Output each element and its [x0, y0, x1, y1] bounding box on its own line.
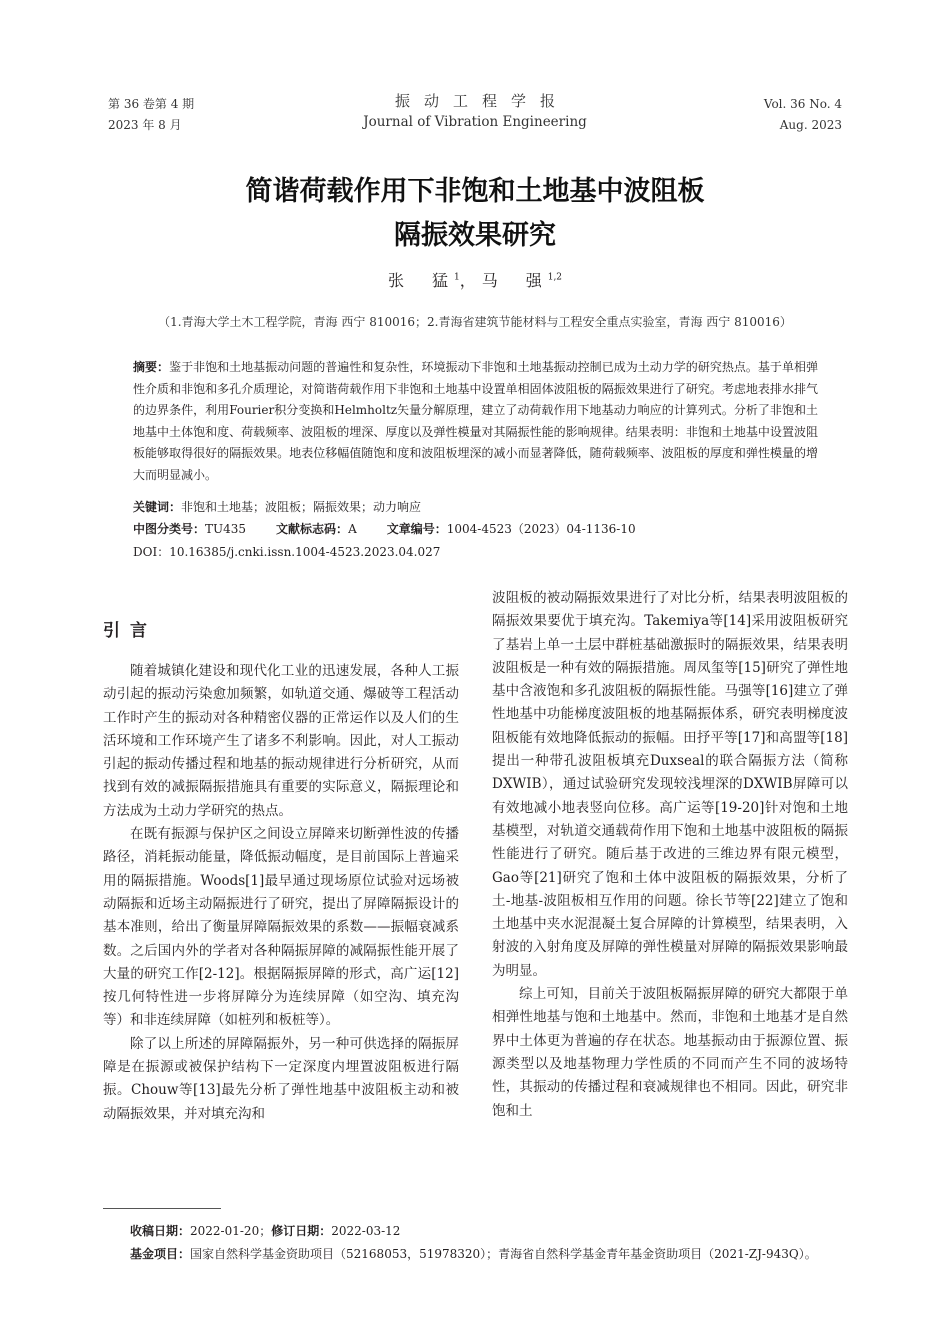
- keywords-label: 关键词：: [133, 500, 182, 514]
- revised-label: 修订日期：: [271, 1224, 332, 1238]
- footnote-funding: [130, 1245, 817, 1263]
- keywords: [133, 497, 421, 518]
- intro-paragraph-2: 在既有振源与保护区之间设立屏障来切断弹性波的传播路径，消耗振动能量，降低振动幅度，是目前国际上普遍采用的隔振措施。Woods[1]最早通过现场原位试验对远场被动隔振和近场主动隔振进行了研究，提出了屏障隔振设计的基本准则，给出了衡量屏障隔振效果的系数——振幅衰减系数。之后国内外的学者对各种隔振屏障的减隔振性能开展了大量的研究工作[2-12]。根据隔振屏障的形式，高广运[12]按几何特性进一步将屏障分为连续屏障（如空沟、填充沟等）和非连续屏障（如桩列和板桩等）。: [103, 826, 459, 1029]
- received-date: 2022-01-20；: [190, 1224, 272, 1238]
- doi: DOI：10.16385/j.cnki.issn.1004-4523.2023.04.027: [133, 545, 441, 559]
- article-number-label: 文章编号：: [386, 522, 447, 536]
- title-line-1: 简谐荷载作用下非饱和土地基中波阻板: [245, 176, 705, 207]
- issue-number-cn: 第 36 卷第 4 期: [108, 97, 195, 111]
- received-label: 收稿日期：: [130, 1224, 191, 1238]
- abstract: [133, 357, 818, 486]
- classification-line: [133, 519, 636, 540]
- issue-info-en: [764, 94, 842, 136]
- funding-text: 国家自然科学基金资助项目（52168053，51978320）；青海省自然科学基金青年基金资助项目（2021-ZJ-943Q）。: [190, 1247, 817, 1261]
- author-list: [0, 268, 950, 291]
- clc-label: 中图分类号：: [133, 522, 206, 536]
- affiliations: （1.青海大学土木工程学院，青海 西宁 810016；2.青海省建筑节能材料与工程安全重点实验室，青海 西宁 810016）: [158, 315, 792, 329]
- body-left-column: [103, 660, 459, 1126]
- abstract-text: 鉴于非饱和土地基振动问题的普遍性和复杂性，环境振动下非饱和土地基振动控制已成为土动力学的研究热点。基于单相弹性介质和非饱和多孔介质理论，对简谐荷载作用下非饱和土地基中设置单相固体波阻板的隔振效果进行了研究。考虑地表排水排气的边界条件，利用Fourier积分变换和Helmholtz矢量分解原理，建立了动荷载作用下地基动力响应的计算列式。分析了非饱和土地基中土体饱和度、荷载频率、波阻板的埋深、厚度以及弹性模量对其隔振性能的影响规律。结果表明：非饱和土地基中设置波阻板能够取得很好的隔振效果。地表位移幅值随饱和度和波阻板埋深的减小而显著降低，随荷载频率、波阻板的厚度和弹性模量的增大而明显减小。: [133, 360, 818, 482]
- author-2-affil: 1,2: [547, 272, 563, 283]
- revised-date: 2022-03-12: [331, 1224, 401, 1238]
- issue-date-en: Aug. 2023: [779, 118, 842, 132]
- title-line-2: 隔振效果研究: [394, 220, 556, 251]
- author-1: 张 猛: [387, 271, 454, 290]
- footnote-divider: [103, 1208, 221, 1209]
- intro-paragraph-1: 随着城镇化建设和现代化工业的迅速发展，各种人工振动引起的振动污染愈加频繁，如轨道交通、爆破等工程活动工作时产生的振动对各种精密仪器的正常运作以及人们的生活环境和工作环境产生了诸多不利影响。因此，对人工振动引起的振动传播过程和地基的振动规律进行分析研究，从而找到有效的减振隔振措施具有重要的实际意义，隔振理论和方法成为土动力学研究的热点。: [103, 663, 459, 819]
- section-heading-introduction: 引言: [103, 621, 157, 641]
- clc-value: TU435: [205, 522, 247, 536]
- doc-code-label: 文献标志码：: [276, 522, 349, 536]
- intro-paragraph-4: 综上可知，目前关于波阻板隔振屏障的研究大都限于单相弹性地基与饱和土地基中。然而，非饱和土地基才是自然界中土体更为普遍的存在状态。地基振动由于振源位置、振源类型以及地基物理力学性质的不同而产生不同的波场特性，其振动的传播过程和衰减规律也不相同。因此，研究非饱和土: [492, 986, 848, 1119]
- body-right-column: [492, 587, 848, 1123]
- author-separator: ，: [459, 271, 482, 290]
- article-number-value: 1004-4523（2023）04-1136-10: [446, 522, 636, 536]
- paper-title: [0, 170, 950, 258]
- author-2: 马 强: [481, 271, 548, 290]
- abstract-label: 摘要：: [133, 360, 170, 374]
- intro-paragraph-3: 除了以上所述的屏障隔振外，另一种可供选择的隔振屏障是在振源或被保护结构下一定深度内埋置波阻板进行隔振。Chouw等[13]最先分析了弹性地基中波阻板主动和被动隔振效果，并对填充沟和: [103, 1035, 459, 1122]
- intro-paragraph-3-cont: 波阻板的被动隔振效果进行了对比分析，结果表明波阻板的隔振效果要优于填充沟。Takemiya等[14]采用波阻板研究了基岩上单一土层中群桩基础激振时的隔振效果，结果表明波阻板是一种有效的隔振措施。周凤玺等[15]研究了弹性地基中含液饱和多孔波阻板的隔振性能。马强等[16]建立了弹性地基中功能梯度波阻板的地基隔振体系，研究表明梯度波阻板能有效地降低振动的振幅。田抒平等[17]和高盟等[18]提出一种带孔波阻板填充Duxseal的联合隔振方法（简称DXWIB），通过试验研究发现较浅埋深的DXWIB屏障可以有效地减小地表竖向位移。高广运等[19-20]针对饱和土地基模型，对轨道交通载荷作用下饱和土地基中波阻板的隔振性能进行了研究。随后基于改进的三维边界有限元模型，Gao等[21]研究了饱和土体中波阻板的隔振效果，分析了土-地基-波阻板相互作用的问题。徐长节等[22]建立了饱和土地基中夹水泥混凝土复合屏障的计算模型，结果表明，入射波的入射角度及屏障的弹性模量对屏障的隔振效果影响最为明显。: [492, 590, 848, 979]
- journal-name-cn: 振动工程学报: [394, 92, 569, 110]
- keywords-text: 非饱和土地基；波阻板；隔振效果；动力响应: [181, 500, 422, 514]
- journal-name-en: Journal of Vibration Engineering: [363, 114, 587, 130]
- funding-label: 基金项目：: [130, 1247, 191, 1261]
- issue-date-cn: 2023 年 8 月: [108, 118, 182, 132]
- footnote-dates: [130, 1222, 400, 1240]
- doc-code-value: A: [348, 522, 357, 536]
- issue-number-en: Vol. 36 No. 4: [763, 97, 842, 111]
- author-1-affil: 1: [453, 272, 460, 283]
